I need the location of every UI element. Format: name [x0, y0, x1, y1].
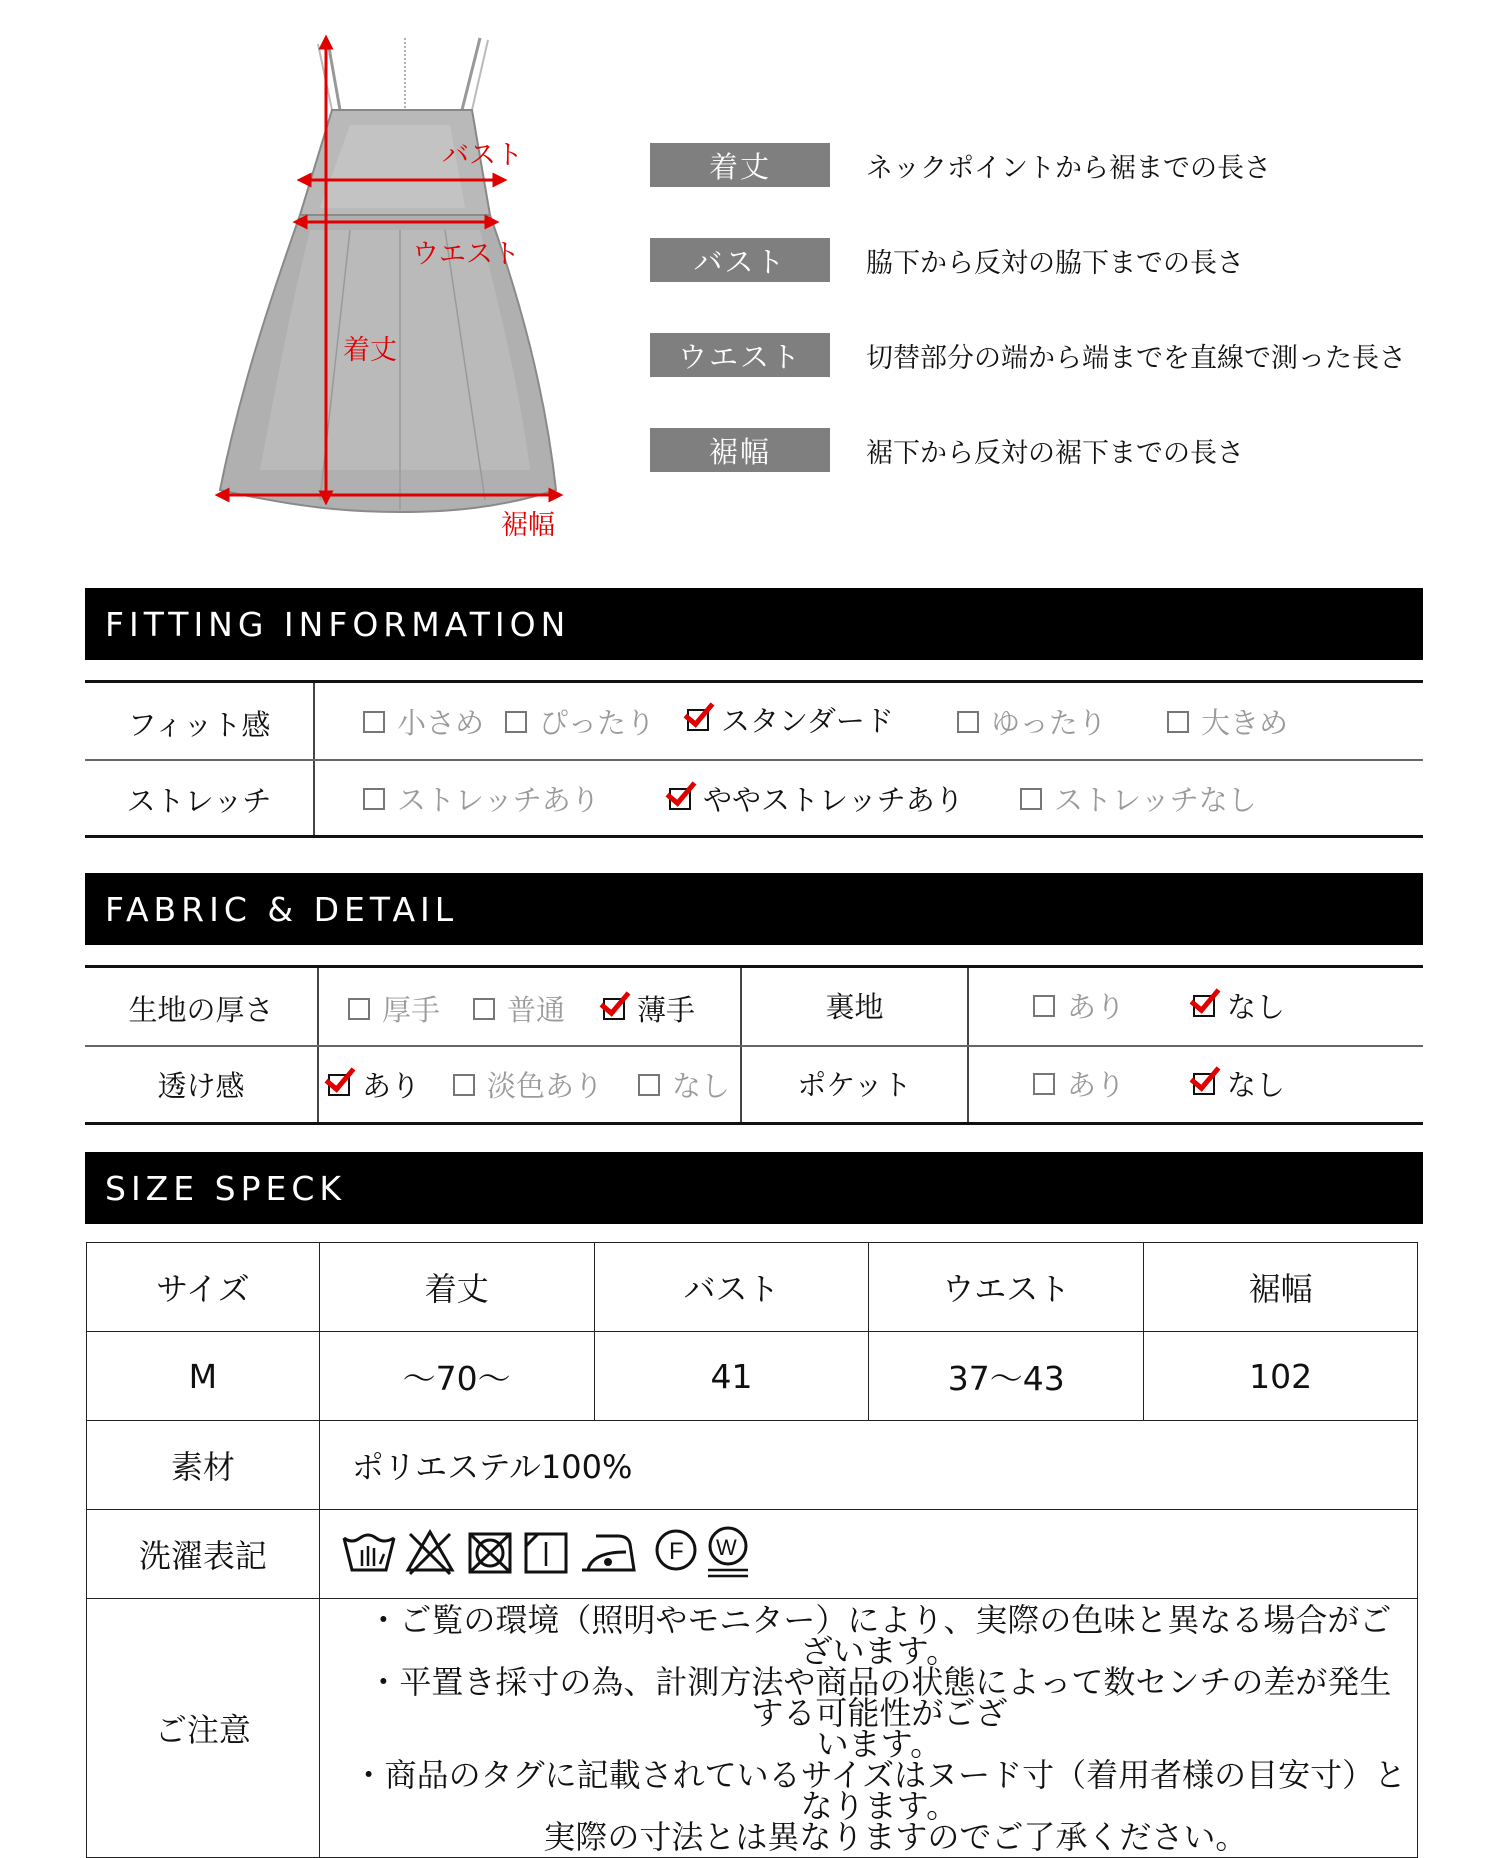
care-row — [87, 1510, 1418, 1599]
fabric-table — [85, 965, 1423, 1125]
size-header-cell: 着丈 — [319, 1243, 594, 1332]
size-header-cell: バスト — [594, 1243, 869, 1332]
legend-desc: 脇下から反対の脇下までの長さ — [866, 247, 1244, 279]
lining-option-none: なし — [1193, 985, 1285, 1026]
checkbox-icon — [957, 711, 979, 733]
care-icons — [319, 1510, 1417, 1599]
bust-measure-label: バスト — [442, 140, 523, 171]
fabric-detail-header: FABRIC & DETAIL — [85, 873, 1423, 945]
thickness-option-normal: 普通 — [473, 988, 565, 1029]
legend-row-bust — [650, 238, 1244, 282]
care-symbols — [340, 1520, 760, 1580]
checked-checkbox-icon — [687, 709, 709, 731]
note-line: 実際の寸法とは異なりますのでご了承ください。 — [511, 1818, 1248, 1856]
legend-row-hem — [650, 428, 1244, 472]
fit-option-small: 小さめ — [363, 701, 484, 742]
waist-measure-label: ウエスト — [412, 239, 520, 270]
pocket-label: ポケット — [797, 1068, 912, 1102]
stretch-option-yes: ストレッチあり — [363, 778, 600, 819]
size-table — [86, 1242, 1418, 1858]
size-value-cell: 41 — [594, 1332, 869, 1421]
checkbox-icon — [1033, 1073, 1055, 1095]
fitting-information-header: FITTING INFORMATION — [85, 588, 1423, 660]
size-header-row — [87, 1243, 1418, 1332]
legend-row-length — [650, 143, 1271, 187]
pocket-option-none: なし — [1193, 1063, 1285, 1104]
fit-option-loose: ゆったり — [957, 701, 1107, 742]
size-value-cell: 37～43 — [869, 1332, 1144, 1421]
dress-image — [200, 30, 600, 550]
fitting-table — [85, 680, 1423, 838]
stretch-label: ストレッチ — [126, 784, 272, 818]
legend-tag: バスト — [650, 238, 830, 282]
size-header-cell: 裾幅 — [1144, 1243, 1418, 1332]
size-value-cell: M — [87, 1332, 320, 1421]
fit-option-standard: スタンダード — [687, 699, 894, 740]
legend-row-waist — [650, 333, 1406, 377]
checkbox-icon — [1020, 788, 1042, 810]
checkbox-icon — [1033, 995, 1055, 1017]
iron-low-icon — [582, 1536, 634, 1570]
checked-checkbox-icon — [603, 998, 625, 1020]
notes-label: ご注意 — [87, 1599, 320, 1858]
stretch-option-slight: ややストレッチあり — [669, 778, 964, 819]
material-value: ポリエステル100% — [319, 1421, 1417, 1510]
wet-clean-w-icon — [708, 1528, 748, 1576]
legend-desc: ネックポイントから裾までの長さ — [866, 152, 1271, 184]
note-line: ・商品のタグに記載されているサイズはヌード寸（着用者様の目安寸）となります。 — [352, 1756, 1407, 1825]
note-line: ・ご覧の環境（照明やモニター）により、実際の色味と異なる場合がございます。 — [367, 1601, 1392, 1670]
thickness-option-thick: 厚手 — [348, 988, 440, 1029]
size-value-cell: ～70～ — [319, 1332, 594, 1421]
svg-text:W: W — [715, 1535, 737, 1560]
fit-label: フィット感 — [127, 708, 271, 742]
svg-text:F: F — [668, 1538, 684, 1565]
checkbox-icon — [348, 998, 370, 1020]
checked-checkbox-icon — [1193, 1073, 1215, 1095]
line-dry-shade-icon — [526, 1534, 566, 1572]
lining-option-yes: あり — [1033, 985, 1125, 1026]
size-speck-header: SIZE SPECK — [85, 1152, 1423, 1224]
no-bleach-icon — [408, 1532, 452, 1574]
checkbox-icon — [363, 788, 385, 810]
hand-wash-icon — [344, 1535, 394, 1570]
sheer-option-light-colors: 淡色あり — [453, 1064, 603, 1105]
size-header-cell: ウエスト — [869, 1243, 1144, 1332]
thickness-option-thin: 薄手 — [603, 988, 695, 1029]
length-measure-label: 着丈 — [343, 335, 397, 366]
thickness-label: 生地の厚さ — [128, 993, 274, 1027]
sheer-label: 透け感 — [157, 1069, 245, 1103]
sheer-option-none: なし — [638, 1064, 730, 1105]
checkbox-icon — [1167, 711, 1189, 733]
checked-checkbox-icon — [669, 788, 691, 810]
checkbox-icon — [505, 711, 527, 733]
legend-tag: 着丈 — [650, 143, 830, 187]
checkbox-icon — [473, 998, 495, 1020]
checked-checkbox-icon — [1193, 995, 1215, 1017]
legend-tag: ウエスト — [650, 333, 830, 377]
checkbox-icon — [638, 1074, 660, 1096]
hem-measure-label: 裾幅 — [501, 510, 555, 541]
legend-tag: 裾幅 — [650, 428, 830, 472]
care-label: 洗濯表記 — [87, 1510, 320, 1599]
dry-clean-f-icon — [657, 1531, 695, 1569]
dress-measurement-illustration — [200, 30, 600, 550]
size-data-row — [87, 1332, 1418, 1421]
size-value-cell: 102 — [1144, 1332, 1418, 1421]
fit-option-large: 大きめ — [1167, 701, 1288, 742]
pocket-option-yes: あり — [1033, 1063, 1125, 1104]
size-header-cell: サイズ — [87, 1243, 320, 1332]
lining-label: 裏地 — [825, 990, 884, 1024]
checkbox-icon — [363, 711, 385, 733]
note-line: ・平置き採寸の為、計測方法や商品の状態によって数センチの差が発生する可能性がござ — [367, 1663, 1392, 1732]
stretch-option-none: ストレッチなし — [1020, 778, 1257, 819]
checkbox-icon — [453, 1074, 475, 1096]
notes-row — [87, 1599, 1418, 1858]
legend-desc: 切替部分の端から端までを直線で測った長さ — [866, 342, 1406, 374]
fit-option-fitted: ぴったり — [505, 701, 655, 742]
checked-checkbox-icon — [328, 1074, 350, 1096]
material-row — [87, 1421, 1418, 1510]
legend-desc: 裾下から反対の裾下までの長さ — [866, 437, 1244, 469]
sheer-option-yes: あり — [328, 1064, 420, 1105]
note-line: います。 — [816, 1725, 943, 1763]
no-tumble-dry-icon — [470, 1534, 510, 1572]
notes-content — [319, 1599, 1417, 1858]
material-label: 素材 — [87, 1421, 320, 1510]
